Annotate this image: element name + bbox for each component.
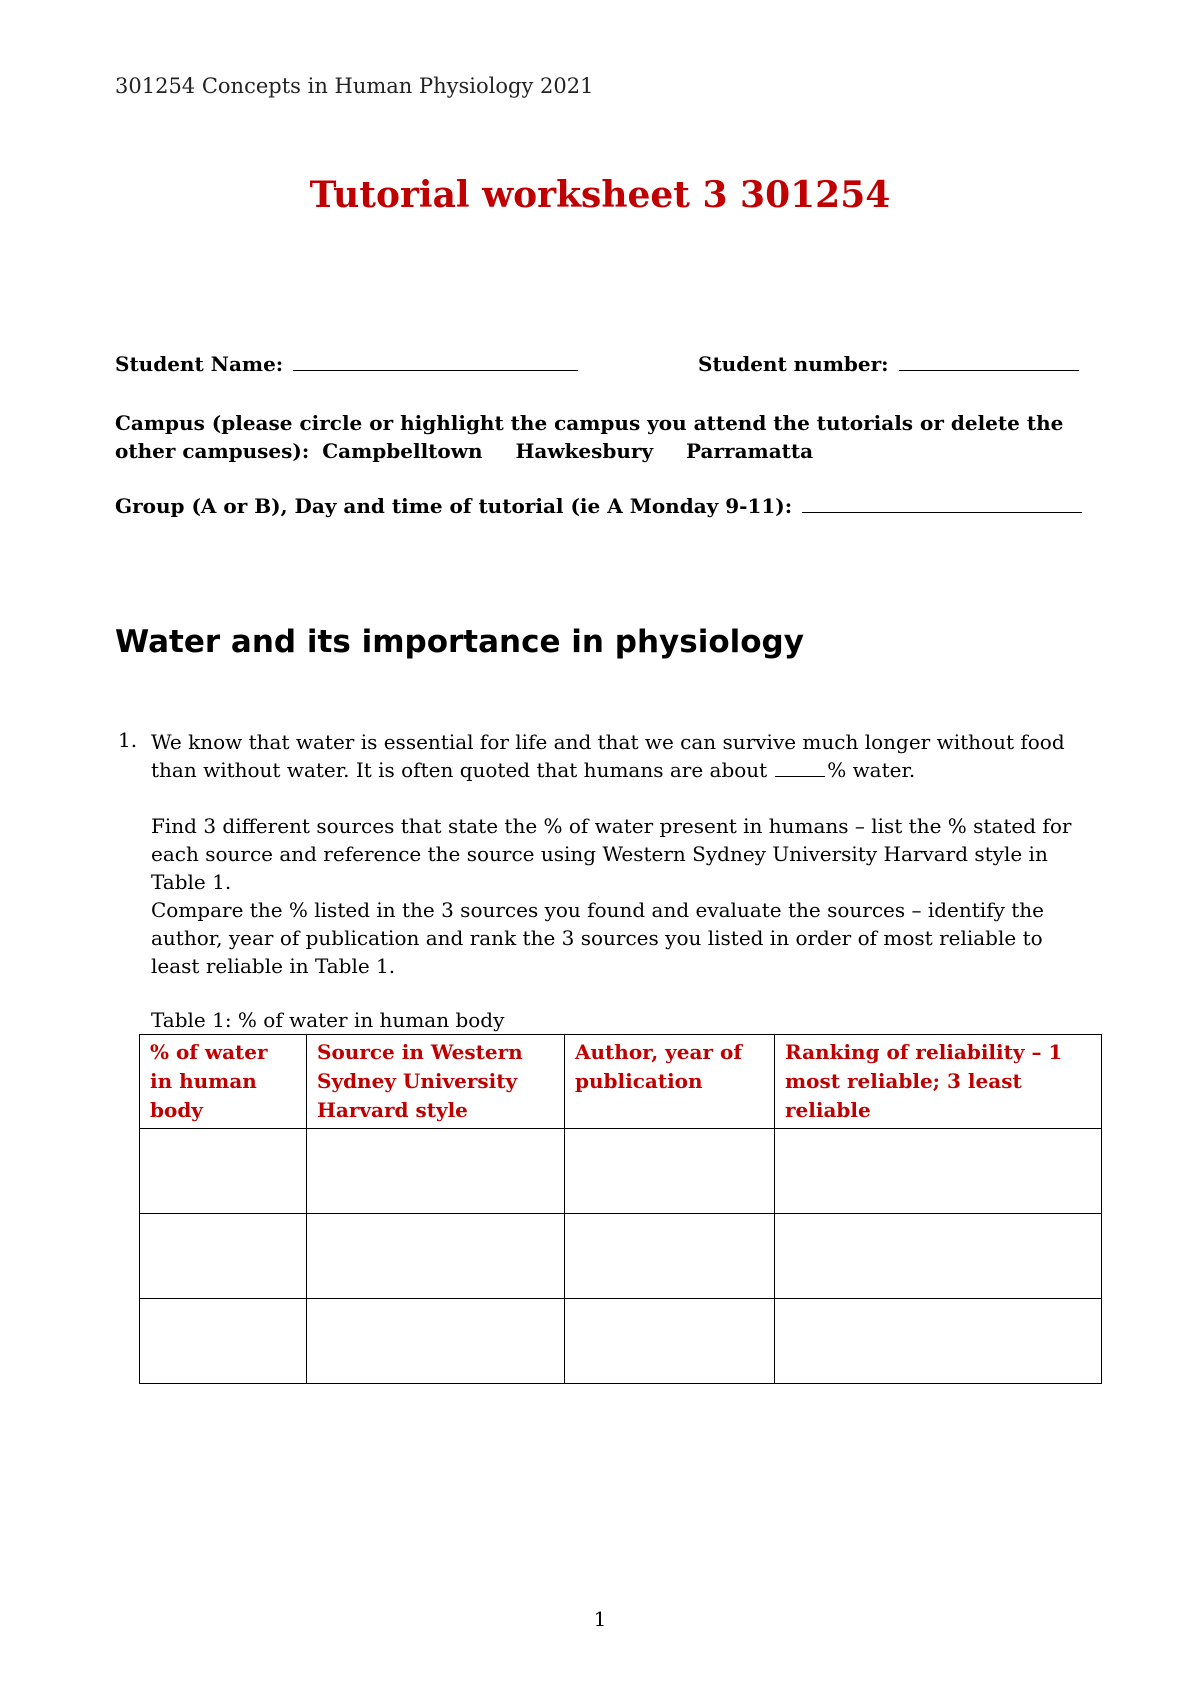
table-header-row [140, 1035, 1102, 1129]
question-paragraph-3: Compare the % listed in the 3 sources you found and evaluate the sources – identify the author, year of publication and rank the 3 sources you listed in order of most reliable to least reliable in Table 1. [151, 898, 1045, 978]
question-number: 1. [118, 728, 138, 752]
header-ranking: Ranking of reliability – 1 most reliable; 3 least reliable [775, 1035, 1102, 1129]
running-header: 301254 Concepts in Human Physiology 2021 [115, 74, 594, 98]
table-cell[interactable] [307, 1214, 565, 1299]
table-cell[interactable] [775, 1299, 1102, 1384]
question-text-1-suffix: % water. [827, 758, 916, 782]
student-name-label: Student Name: [115, 352, 284, 376]
table-row [140, 1214, 1102, 1299]
table-cell[interactable] [565, 1129, 775, 1214]
table-cell[interactable] [307, 1299, 565, 1384]
campus-selection [115, 409, 1075, 465]
group-row [115, 494, 1082, 518]
question-text-1: We know that water is essential for life and that we can survive much longer without food than without water. It is often quoted that humans are about [151, 730, 1065, 782]
table-row [140, 1299, 1102, 1384]
student-name-field[interactable] [293, 352, 578, 371]
group-label: Group (A or B), Day and time of tutorial (ie A Monday 9-11): [115, 494, 793, 518]
campus-option-hawkesbury[interactable]: Hawkesbury [515, 439, 654, 463]
student-name-row [115, 352, 578, 376]
table-cell[interactable] [140, 1129, 307, 1214]
header-author-year: Author, year of publication [565, 1035, 775, 1129]
group-field[interactable] [802, 494, 1082, 513]
table-cell[interactable] [775, 1129, 1102, 1214]
table-caption: Table 1: % of water in human body [151, 1008, 505, 1032]
header-source: Source in Western Sydney University Harvard style [307, 1035, 565, 1129]
page-title: Tutorial worksheet 3 301254 [309, 174, 891, 216]
header-water-percent: % of water in human body [140, 1035, 307, 1129]
water-sources-table [139, 1034, 1102, 1384]
page-number: 1 [593, 1607, 607, 1631]
table-cell[interactable] [307, 1129, 565, 1214]
question-paragraph-2: Find 3 different sources that state the % of water present in humans – list the % stated for each source and reference the source using Western Sydney University Harvard style in Table 1. [151, 814, 1072, 894]
table-cell[interactable] [140, 1299, 307, 1384]
table-cell[interactable] [775, 1214, 1102, 1299]
question-paragraph-1 [151, 728, 1091, 784]
campus-option-campbelltown[interactable]: Campbelltown [322, 439, 483, 463]
table-cell[interactable] [565, 1299, 775, 1384]
water-percent-blank[interactable] [775, 758, 825, 777]
table-row [140, 1129, 1102, 1214]
campus-option-parramatta[interactable]: Parramatta [686, 439, 814, 463]
student-number-label: Student number: [698, 352, 889, 376]
table-cell[interactable] [140, 1214, 307, 1299]
section-heading: Water and its importance in physiology [115, 624, 804, 660]
campus-label: Campus (please circle or highlight the campus you attend the tutorials or delete the other campuses): [115, 411, 1064, 463]
table-cell[interactable] [565, 1214, 775, 1299]
student-number-row [698, 352, 1079, 376]
student-number-field[interactable] [899, 352, 1079, 371]
